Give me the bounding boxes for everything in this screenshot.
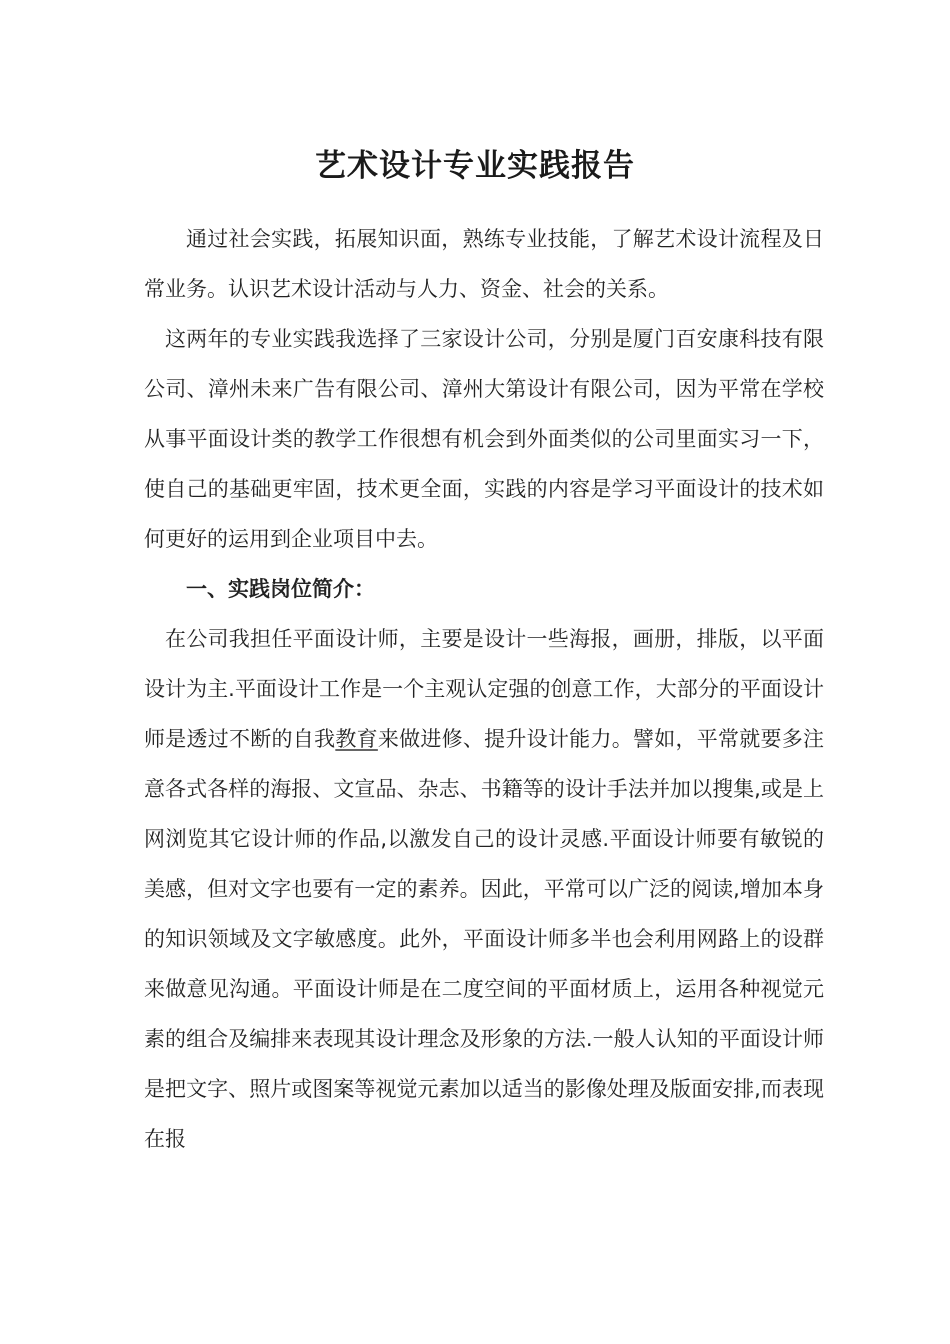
job-description-paragraph (144, 614, 824, 1164)
document-body (144, 214, 824, 1164)
document-title: 艺术设计专业实践报告 (315, 148, 635, 184)
job-description-text-end: 来做进修、提升设计能力。譬如，平常就要多注意各式各样的海报、文宣品、杂志、书籍等的设计手法并加以搜集,或是上网浏览其它设计师的作品,以激发自己的设计灵感.平面设计师要有敏锐的美感，但对文字也要有一定的素养。因此，平常可以广泛的阅读,增加本身的知识领域及文字敏感度。此外，平面设计师多半也会利用网路上的设群来做意见沟通。平面设计师是在二度空间的平面材质上，运用各种视觉元素的组合及编排来表现其设计理念及形象的方法.一般人认知的平面设计师是把文字、照片或图案等视觉元素加以适当的影像处理及版面安排,而表现在报 (144, 727, 825, 1151)
job-description-text-start: 在公司我担任平面设计师，主要是设计一些海报，画册，排版，以平面设计为主.平面设计工作是一个主观认定强的创意工作，大部分的平面设计师是透过不断的自我 (144, 627, 824, 751)
education-link[interactable]: 教育 (335, 727, 378, 751)
intro-paragraph: 通过社会实践，拓展知识面，熟练专业技能，了解艺术设计流程及日常业务。认识艺术设计活动与人力、资金、社会的关系。 (144, 227, 824, 301)
companies-paragraph: 这两年的专业实践我选择了三家设计公司，分别是厦门百安康科技有限公司、漳州未来广告有限公司、漳州大第设计有限公司，因为平常在学校从事平面设计类的教学工作很想有机会到外面类似的公司里面实习一下，使自己的基础更牢固，技术更全面，实践的内容是学习平面设计的技术如何更好的运用到企业项目中去。 (144, 327, 824, 551)
section-heading: 一、实践岗位简介： (186, 577, 375, 601)
